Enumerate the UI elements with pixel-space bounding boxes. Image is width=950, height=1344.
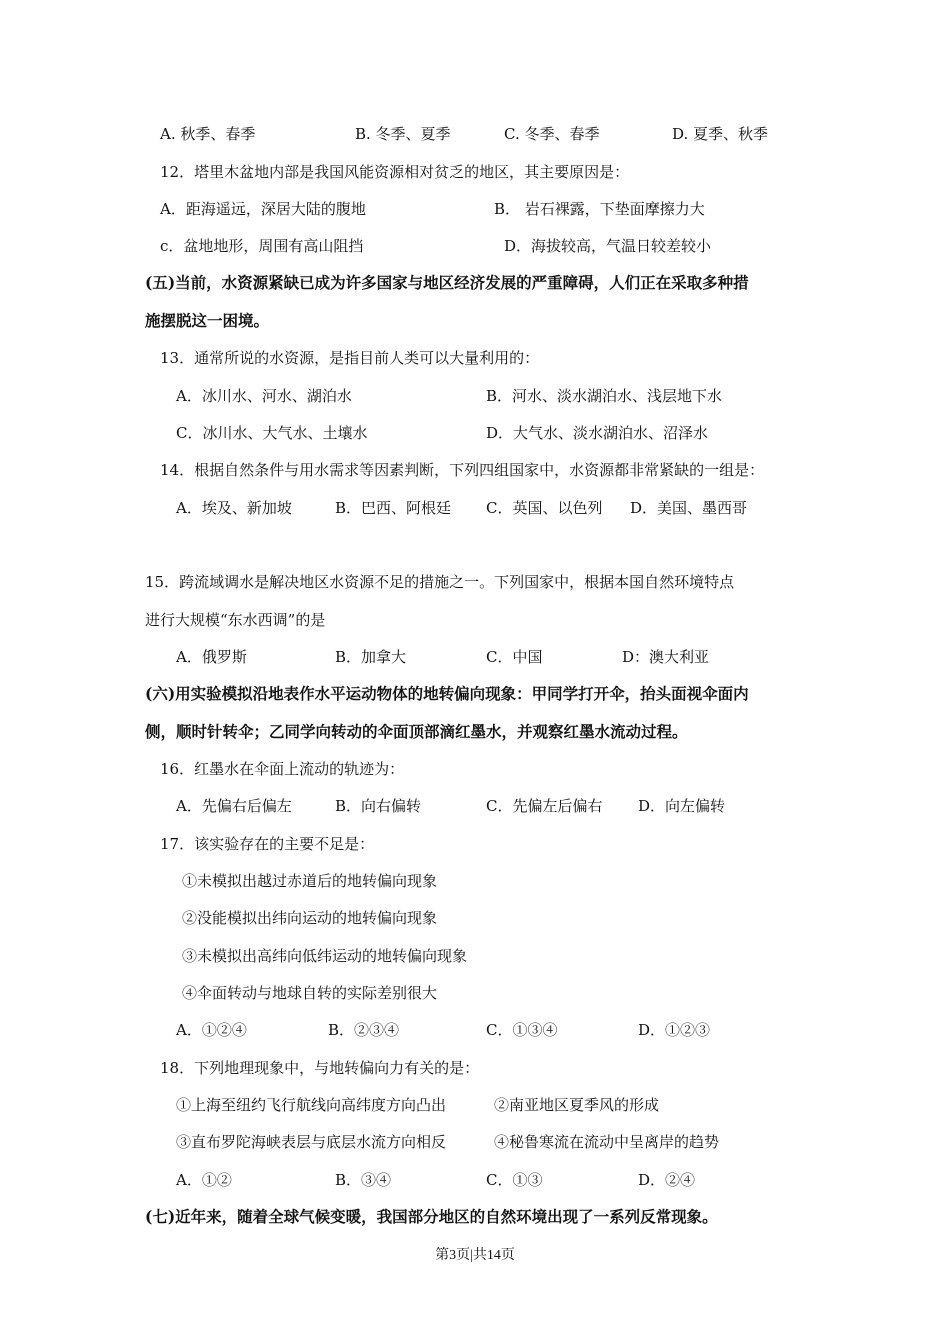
q15-stem-line1: 15．跨流域调水是解决地区水资源不足的措施之一。下列国家中，根据本国自然环境特点 (145, 573, 735, 591)
q17-item-1: ①未模拟出越过赤道后的地转偏向现象 (182, 872, 438, 890)
q18-option-d: D．②④ (638, 1171, 696, 1189)
q17-item-2: ②没能模拟出纬向运动的地转偏向现象 (182, 909, 438, 927)
q13-option-d: D．大气水、淡水湖泊水、沼泽水 (486, 424, 709, 442)
q18-item-1: ①上海至纽约飞行航线向高纬度方向凸出 (176, 1096, 447, 1114)
q18-stem: 18．下列地理现象中，与地转偏向力有关的是： (160, 1059, 480, 1077)
q17-option-b: B．②③④ (328, 1021, 400, 1039)
q13-option-a: A．冰川水、河水、湖泊水 (176, 387, 352, 405)
q14-stem: 14．根据自然条件与用水需求等因素判断，下列四组国家中，水资源都非常紧缺的一组是： (160, 461, 765, 479)
q16-option-a: A．先偏右后偏左 (176, 797, 292, 815)
q14-option-a: A．埃及、新加坡 (176, 499, 292, 517)
q17-option-c: C．①③④ (486, 1021, 558, 1039)
q11-option-d: D. 夏季、秋季 (672, 125, 769, 143)
q12-option-d: D．海拔较高，气温日较差较小 (504, 237, 712, 255)
q12-option-c: c．盆地地形，周围有高山阻挡 (160, 237, 364, 255)
q15-option-a: A．俄罗斯 (176, 648, 247, 666)
q14-option-d: D．美国、墨西哥 (630, 499, 748, 517)
page-number-footer: 第3页|共14页 (435, 1248, 515, 1263)
q18-item-2: ②南亚地区夏季风的形成 (494, 1096, 660, 1114)
q18-item-3: ③直布罗陀海峡表层与底层水流方向相反 (176, 1133, 447, 1151)
q15-option-c: C．中国 (486, 648, 543, 666)
q14-option-b: B．巴西、阿根廷 (335, 499, 452, 517)
q16-option-b: B．向右偏转 (335, 797, 422, 815)
q17-item-4: ④伞面转动与地球自转的实际差别很大 (182, 984, 438, 1002)
q12-option-b: B． 岩石裸露，下垫面摩擦力大 (494, 200, 705, 218)
q17-item-3: ③未模拟出高纬向低纬运动的地转偏向现象 (182, 947, 468, 965)
q16-option-d: D．向左偏转 (638, 797, 726, 815)
q11-option-a: A. 秋季、春季 (160, 125, 256, 143)
q13-stem: 13．通常所说的水资源，是指目前人类可以大量利用的： (160, 349, 540, 367)
q15-option-d: D：澳大利亚 (622, 648, 710, 666)
q18-option-a: A．①② (176, 1171, 232, 1189)
q15-stem-line2: 进行大规模“东水西调”的是 (145, 611, 326, 629)
q16-option-c: C．先偏左后偏右 (486, 797, 603, 815)
q11-option-b: B. 冬季、夏季 (355, 125, 451, 143)
section6-intro-line1: (六)用实验模拟沿地表作水平运动物体的地转偏向现象：甲同学打开伞，抬头面视伞面内 (145, 684, 749, 703)
q16-stem: 16．红墨水在伞面上流动的轨迹为： (160, 760, 405, 778)
q12-stem: 12．塔里木盆地内部是我国风能资源相对贫乏的地区，其主要原因是： (160, 163, 630, 181)
section6-intro-line2: 侧，顺时针转伞；乙同学向转动的伞面顶部滴红墨水，并观察红墨水流动过程。 (145, 722, 688, 741)
q12-option-a: A．距海遥远，深居大陆的腹地 (160, 200, 366, 218)
q18-option-c: C．①③ (486, 1171, 543, 1189)
q13-option-b: B．河水、淡水湖泊水、浅层地下水 (486, 387, 723, 405)
q11-option-c: C. 冬季、春季 (504, 125, 600, 143)
q17-option-a: A．①②④ (176, 1021, 247, 1039)
q15-option-b: B．加拿大 (335, 648, 407, 666)
section7-intro-line1: (七)近年来，随着全球气候变暖，我国部分地区的自然环境出现了一系列反常现象。 (145, 1207, 718, 1226)
section5-intro-line1: (五)当前，水资源紧缺已成为许多国家与地区经济发展的严重障碍，人们正在采取多种措 (145, 273, 749, 292)
section5-intro-line2: 施摆脱这一困境。 (145, 311, 270, 330)
q13-option-c: C．冰川水、大气水、土壤水 (176, 424, 368, 442)
q17-option-d: D．①②③ (638, 1021, 711, 1039)
q14-option-c: C．英国、以色列 (486, 499, 603, 517)
q18-option-b: B．③④ (335, 1171, 392, 1189)
q17-stem: 17．该实验存在的主要不足是： (160, 835, 375, 853)
q18-item-4: ④秘鲁寒流在流动中呈离岸的趋势 (494, 1133, 720, 1151)
